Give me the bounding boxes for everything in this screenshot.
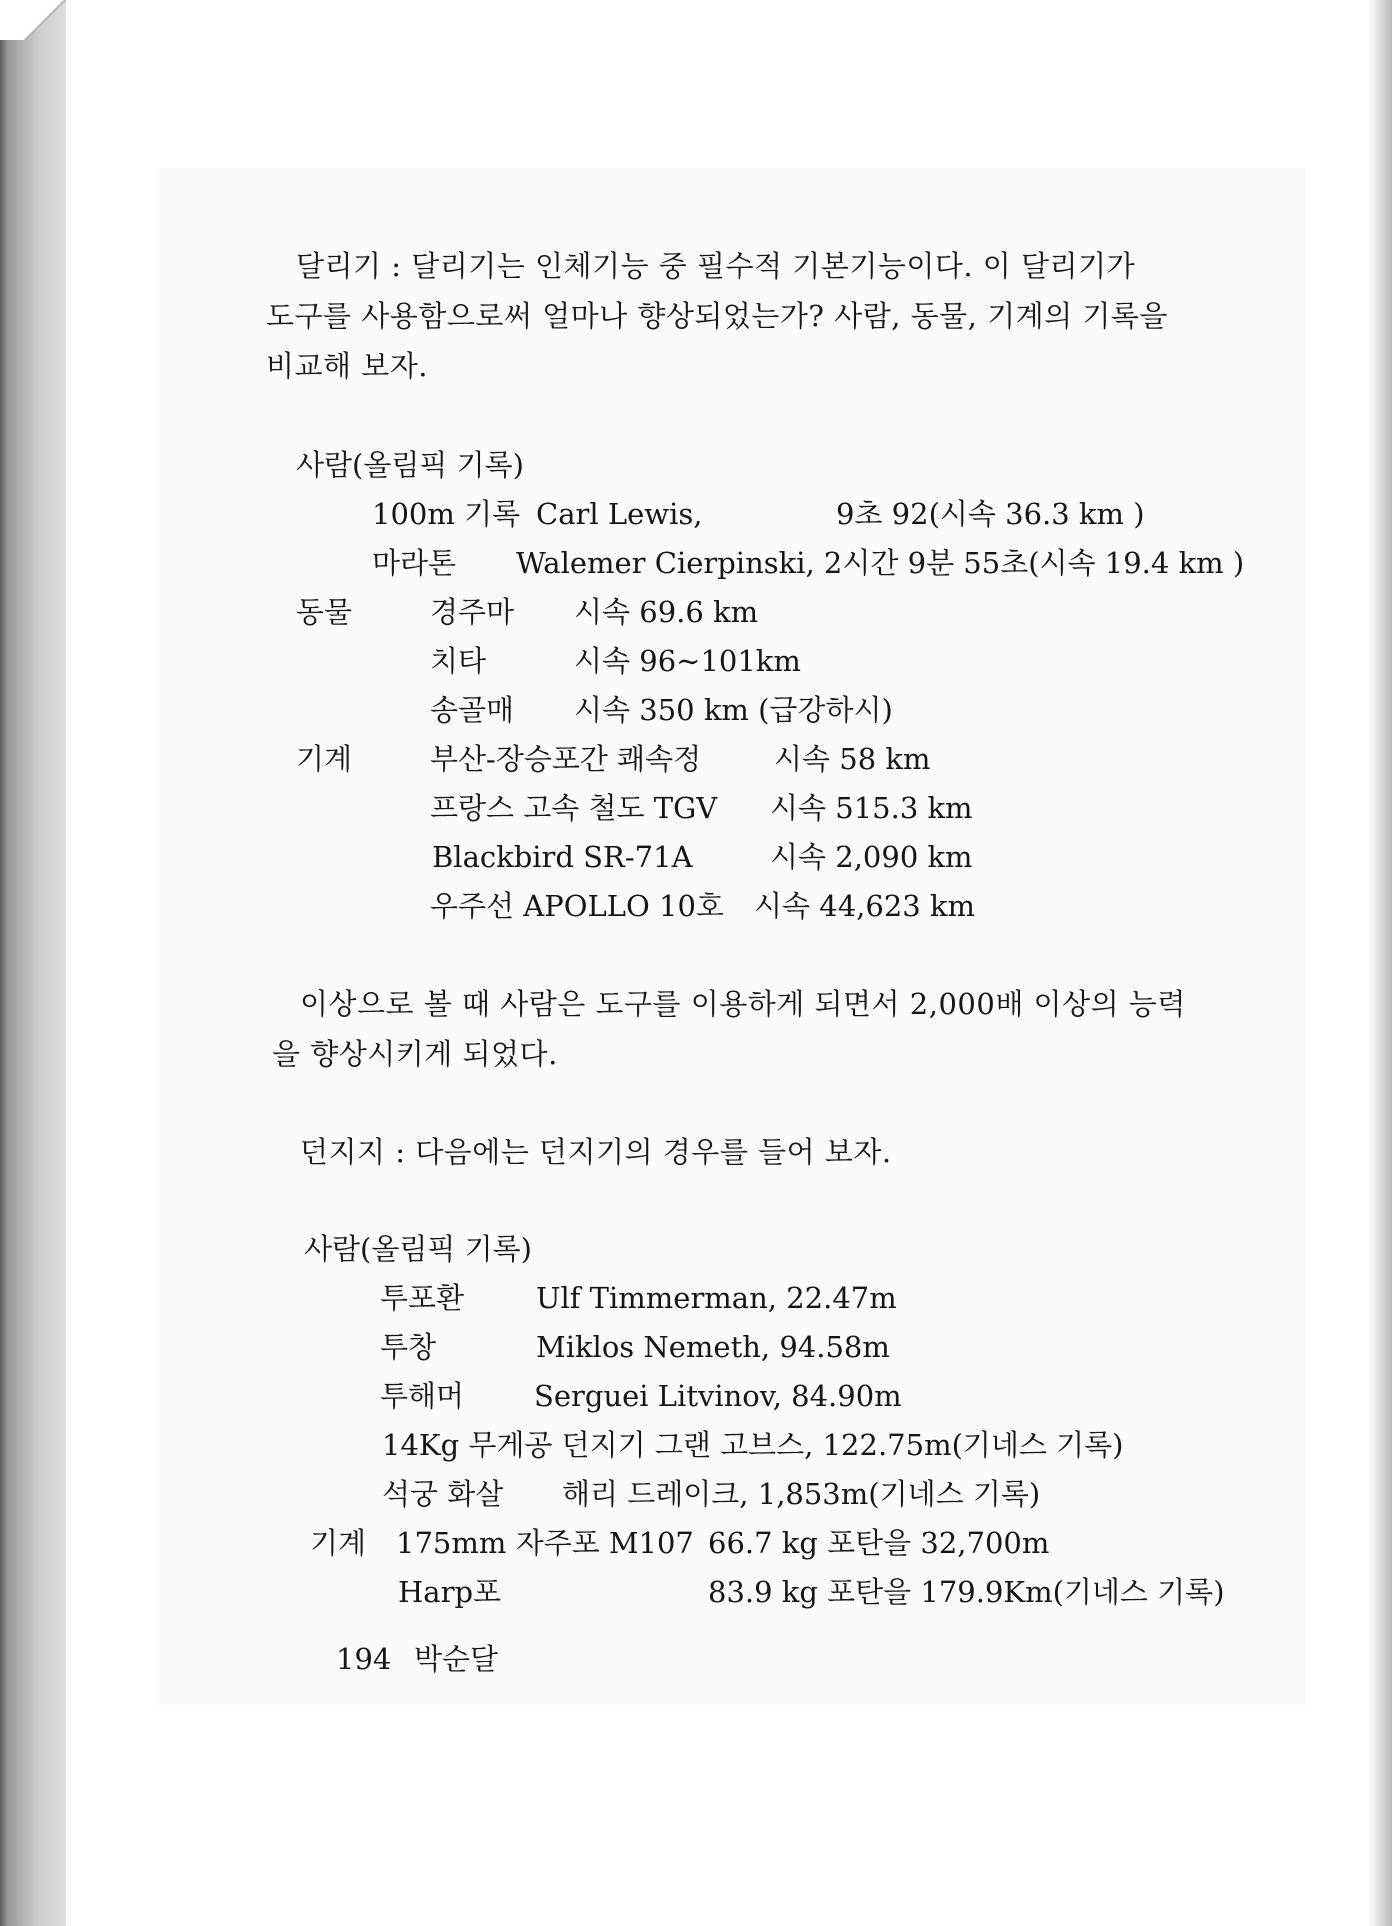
throw-event-value: Ulf Timmerman, 22.47m [536, 1281, 897, 1315]
paragraph-running-line-2: 도구를 사용함으로써 얼마나 향상되었는가? 사람, 동물, 기계의 기록을 [266, 299, 1168, 333]
paragraph-conclusion-line-2: 을 향상시키게 되었다. [272, 1037, 558, 1071]
page-edge [1368, 0, 1392, 1926]
machine-value: 시속 58 km [774, 742, 931, 776]
throw-weight-record: 14Kg 무게공 던지기 그랜 고브스, 122.75m(기네스 기록) [382, 1428, 1124, 1462]
record-100m-value: 9초 92(시속 36.3 km ) [836, 497, 1145, 531]
throwing-human-heading: 사람(올림픽 기록) [304, 1232, 532, 1266]
record-100m-name: Carl Lewis, [536, 497, 703, 531]
machine-name: 부산-장승포간 쾌속정 [430, 742, 702, 776]
machine-value: 시속 44,623 km [754, 889, 976, 923]
paragraph-running-line-3: 비교해 보자. [266, 349, 429, 383]
record-100m-label: 100m 기록 [372, 497, 521, 531]
throw-event-name: 투포환 [380, 1281, 465, 1315]
machine-name: 우주선 APOLLO 10호 [430, 889, 724, 923]
machine-harp-value: 83.9 kg 포탄을 179.9Km(기네스 기록) [708, 1575, 1225, 1609]
machine-name: Blackbird SR-71A [432, 840, 693, 874]
book-spine [0, 0, 66, 1926]
author-name: 박순달 [414, 1642, 499, 1676]
animal-name: 치타 [430, 644, 487, 678]
page-number: 194 [336, 1642, 392, 1676]
animal-value: 시속 350 km (급강하시) [574, 693, 893, 727]
throw-bow-value: 해리 드레이크, 1,853m(기네스 기록) [562, 1477, 1041, 1511]
throw-event-value: Miklos Nemeth, 94.58m [536, 1330, 890, 1364]
spine-corner [0, 0, 90, 40]
running-machine-heading: 기계 [296, 742, 353, 776]
machine-m107-name: 175mm 자주포 M107 [396, 1526, 694, 1560]
machine-m107-value: 66.7 kg 포탄을 32,700m [708, 1526, 1050, 1560]
animal-name: 경주마 [430, 595, 515, 629]
machine-harp-name: Harp포 [398, 1575, 502, 1609]
running-animal-heading: 동물 [296, 595, 353, 629]
paragraph-throwing-intro: 던지지 : 다음에는 던지기의 경우를 들어 보자. [300, 1135, 892, 1169]
paragraph-conclusion-line-1: 이상으로 볼 때 사람은 도구를 이용하게 되면서 2,000배 이상의 능력 [300, 987, 1186, 1021]
throwing-machine-heading: 기계 [310, 1526, 367, 1560]
animal-name: 송골매 [430, 693, 515, 727]
throw-event-value: Serguei Litvinov, 84.90m [534, 1379, 902, 1413]
throw-event-name: 투해머 [380, 1379, 465, 1413]
machine-value: 시속 515.3 km [770, 791, 973, 825]
machine-value: 시속 2,090 km [770, 840, 973, 874]
animal-value: 시속 69.6 km [574, 595, 759, 629]
animal-value: 시속 96∼101km [574, 644, 801, 678]
paragraph-running-line-1: 달리기 : 달리기는 인체기능 중 필수적 기본기능이다. 이 달리기가 [296, 249, 1136, 283]
running-human-heading: 사람(올림픽 기록) [296, 448, 524, 482]
throw-bow-name: 석궁 화살 [382, 1477, 504, 1511]
machine-name: 프랑스 고속 철도 TGV [430, 791, 718, 825]
record-marathon-value: Walemer Cierpinski, 2시간 9분 55초(시속 19.4 km ) [516, 546, 1245, 580]
record-marathon-label: 마라톤 [372, 546, 457, 580]
throw-event-name: 투창 [380, 1330, 437, 1364]
